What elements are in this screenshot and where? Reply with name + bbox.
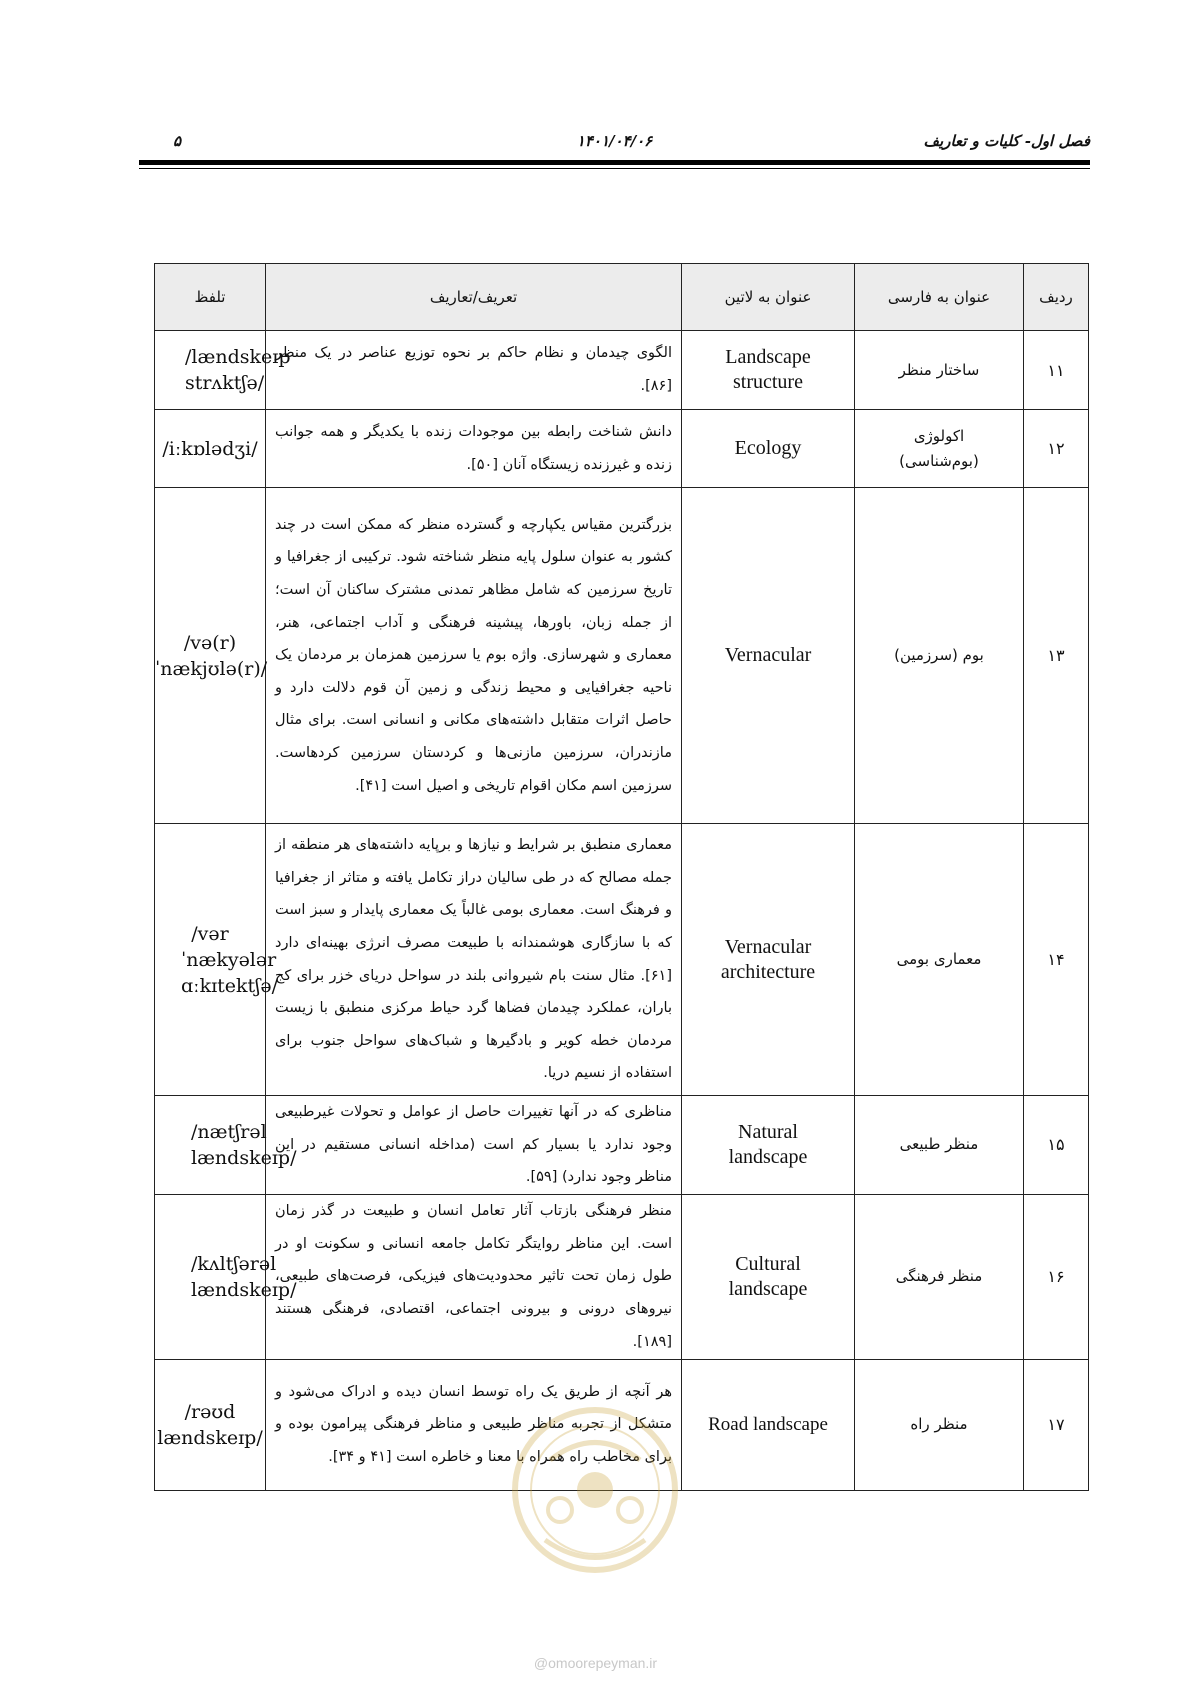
row-number: ۱۳ [1024, 488, 1089, 824]
persian-title: معماری بومی [855, 824, 1024, 1096]
table-row [155, 488, 1089, 824]
pronunciation: /və(r)ˈnækjʊlə(r)/ [155, 488, 266, 824]
header-rule-thin [139, 168, 1090, 169]
col-header-persian-title: عنوان به فارسی [855, 264, 1024, 331]
definition: بزرگترین مقیاس یکپارچه و گسترده منظر که ممکن است در چند کشور به عنوان سلول پایه منظر شناخته شود. ترکیبی از جغرافیا و تاریخ سرزمین که شامل مظاهر تمدنی مشترک ساکنان آن است؛ از جمله زبان، باورها، پیشینه فرهنگی و آداب اجتماعی، هنر، معماری و شهرسازی. واژه بوم یا سرزمین همزمان بر مردمان یک ناحیه جغرافیایی و محیط زندگی و زمین آن قوم دلالت دارد و حاصل اثرات متقابل داشته‌های مکانی و انسانی است. برای مثال مازندران، سرزمین مازنی‌ها و کردستان سرزمین کردهاست. سرزمین اسم مکان اقوام تاریخی و اصیل است [۴۱]. [266, 488, 682, 824]
latin-title: Natural landscape [682, 1096, 855, 1195]
persian-title: منظر فرهنگی [855, 1194, 1024, 1359]
definition: مناظری که در آنها تغییرات حاصل از عوامل و تحولات غیرطبیعی وجود ندارد یا بسیار کم است (مداخله انسانی مستقیم در این مناظر وجود ندارد) [۵۹]. [266, 1096, 682, 1195]
row-number: ۱۵ [1024, 1096, 1089, 1195]
latin-title: Road landscape [682, 1359, 855, 1490]
definition: هر آنچه از طریق یک راه توسط انسان دیده و ادراک می‌شود و متشکل از تجربه مناظر طبیعی و مناظر فرهنگی پیرامون بوده و برای مخاطب راه همراه با معنا و خاطره است [۴۱ و ۳۴]. [266, 1359, 682, 1490]
definition: دانش شناخت رابطه بین موجودات زنده با یکدیگر و همه جوانب زنده و غیرزنده زیستگاه آنان [۵۰]. [266, 410, 682, 488]
definitions-table [154, 263, 1089, 1491]
latin-title: Cultural landscape [682, 1194, 855, 1359]
row-number: ۱۴ [1024, 824, 1089, 1096]
header-rule-thick [139, 160, 1090, 165]
table-row [155, 824, 1089, 1096]
row-number: ۱۲ [1024, 410, 1089, 488]
table-row [155, 1096, 1089, 1195]
latin-title: Landscape structure [682, 331, 855, 410]
table-row [155, 331, 1089, 410]
footer-website: @omoorepeyman.ir [533, 1655, 658, 1671]
row-number: ۱۱ [1024, 331, 1089, 410]
col-header-latin-title: عنوان به لاتین [682, 264, 855, 331]
pronunciation: /kʌltʃərəl lændskeɪp/ [155, 1194, 266, 1359]
latin-title: Ecology [682, 410, 855, 488]
pronunciation: /iːkɒlədʒi/ [155, 410, 266, 488]
page-header [139, 130, 1090, 156]
definition: منظر فرهنگی بازتاب آثار تعامل انسان و طبیعت در گذر زمان است. این مناظر روایتگر تکامل جامعه انسانی و سکونت او در طول زمان تحت تاثیر محدودیت‌های فیزیکی، فرصت‌های طبیعی، نیروهای درونی و بیرونی اجتماعی، اقتصادی، فرهنگی هستند [۱۸۹]. [266, 1194, 682, 1359]
header-date: ۱۴۰۱/۰۴/۰۶ [576, 132, 653, 150]
chapter-title: فصل اول- کلیات و تعاریف [923, 132, 1090, 150]
table-header-row [155, 264, 1089, 331]
definition: معماری منطبق بر شرایط و نیازها و برپایه داشته‌های هر منطقه از جمله مصالح که در طی سالیان دراز تکامل یافته و متاثر از جغرافیا و فرهنگ است. معماری بومی غالباً یک معماری پایدار و سبز است که با سازگاری هوشمندانه با طبیعت مصرف انرژی بهینه‌ای دارد [۶۱]. مثال سنت بام شیروانی بلند در سواحل دریای خزر برای کج باران، عملکرد چیدمان فضاها گرد حیاط مرکزی منطبق با زیست مردمان خطه کویر و بادگیرها و شباک‌های سواحل جنوب برای استفاده از نسیم دریا. [266, 824, 682, 1096]
col-header-definition: تعریف/تعاریف [266, 264, 682, 331]
persian-title: ساختار منظر [855, 331, 1024, 410]
col-header-row: ردیف [1024, 264, 1089, 331]
pronunciation: /lændskeɪp strʌktʃə/ [155, 331, 266, 410]
persian-title: منظر راه [855, 1359, 1024, 1490]
row-number: ۱۷ [1024, 1359, 1089, 1490]
persian-title: بوم (سرزمین) [855, 488, 1024, 824]
persian-title: اکولوژی (بوم‌شناسی) [855, 410, 1024, 488]
table-row [155, 1359, 1089, 1490]
pronunciation: /nætʃrəl lændskeɪp/ [155, 1096, 266, 1195]
latin-title: Vernacular architecture [682, 824, 855, 1096]
pronunciation: /rəʊd lændskeɪp/ [155, 1359, 266, 1490]
latin-title: Vernacular [682, 488, 855, 824]
pronunciation: /vərˈnækyələr ɑːkɪtektʃə/ [155, 824, 266, 1096]
persian-title: منظر طبیعی [855, 1096, 1024, 1195]
page-number: ۵ [173, 132, 182, 150]
definition: الگوی چیدمان و نظام حاکم بر نحوه توزیع عناصر در یک منظر [۸۶]. [266, 331, 682, 410]
table-row [155, 410, 1089, 488]
table-row [155, 1194, 1089, 1359]
row-number: ۱۶ [1024, 1194, 1089, 1359]
col-header-pronunciation: تلفظ [155, 264, 266, 331]
